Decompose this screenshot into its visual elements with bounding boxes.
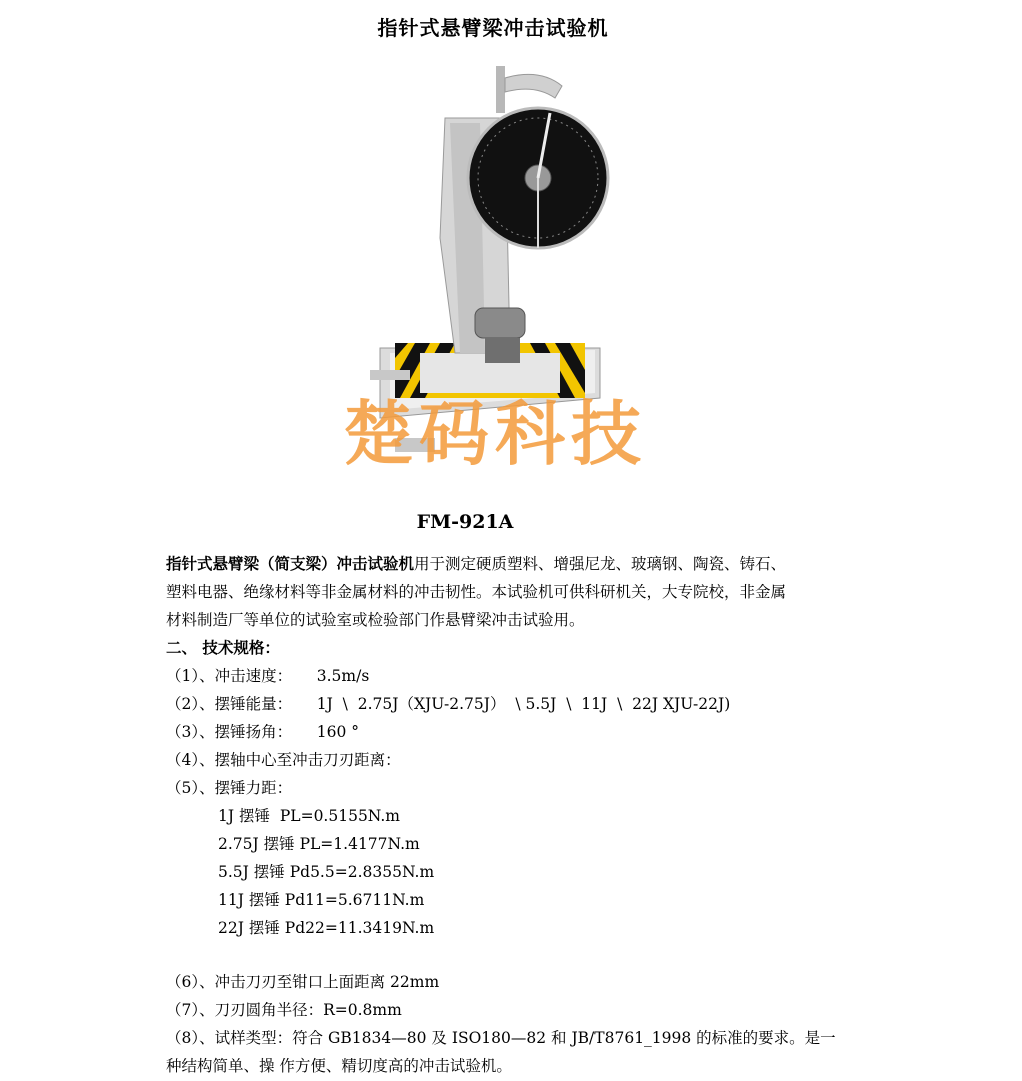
moment-row: 11J 摆锤 Pd11=5.6711N.m [218,891,425,909]
dial [468,108,608,248]
spec-row: （2）、摆锤能量： 1J \ 2.75J（XJU-2.75J） \ 5.5J \ 11J \ 22J XJU-22J) [166,695,731,713]
section-heading: 二、 技术规格： [166,638,280,657]
intro-bold-lead: 指针式悬臂梁（简支梁）冲击试验机 [166,554,415,573]
moment-row: 2.75J 摆锤 PL=1.4177N.m [218,835,420,853]
spec-row: 种结构简单、操 作方便、精切度高的冲击试验机。 [166,1057,512,1075]
spec-row: （1）、冲击速度： 3.5m/s [166,667,370,685]
moment-row: 1J 摆锤 PL=0.5155N.m [218,807,400,825]
intro-line-1-rest: 用于测定硬质塑料、增强尼龙、玻璃钢、陶瓷、铸石、 [414,555,787,573]
product-photo [300,58,690,478]
intro-line-2: 塑料电器、绝缘材料等非金属材料的冲击韧性。本试验机可供科研机关，大专院校，非金属 [166,583,787,601]
spec-row: （8）、试样类型：符合 GB1834—80 及 ISO180—82 和 JB/T8761_1998 的标准的要求。是一 [166,1029,836,1047]
moment-row: 22J 摆锤 Pd22=11.3419N.m [218,919,435,937]
spec-row: （3）、摆锤扬角： 160 ° [166,723,360,741]
spec-row: （6）、冲击刀刃至钳口上面距离 22mm [166,973,440,991]
spec-row: （7）、刀刃圆角半径：R=0.8mm [166,1001,402,1019]
spacer [166,942,866,968]
spec-row: （4）、摆轴中心至冲击刀刃距离： [166,751,401,769]
moment-row: 5.5J 摆锤 Pd5.5=2.8355N.m [218,863,435,881]
page-title: 指针式悬臂梁冲击试验机 [377,16,609,40]
intro-line-1 [166,550,866,578]
model-number: FM-921A [416,511,514,533]
spec-row: （5）、摆锤力距： [166,779,293,797]
description-body [166,550,866,1080]
watermark-text: 楚码科技 [343,392,647,475]
intro-line-3: 材料制造厂等单位的试验室或检验部门作悬臂梁冲击试验用。 [166,611,585,629]
